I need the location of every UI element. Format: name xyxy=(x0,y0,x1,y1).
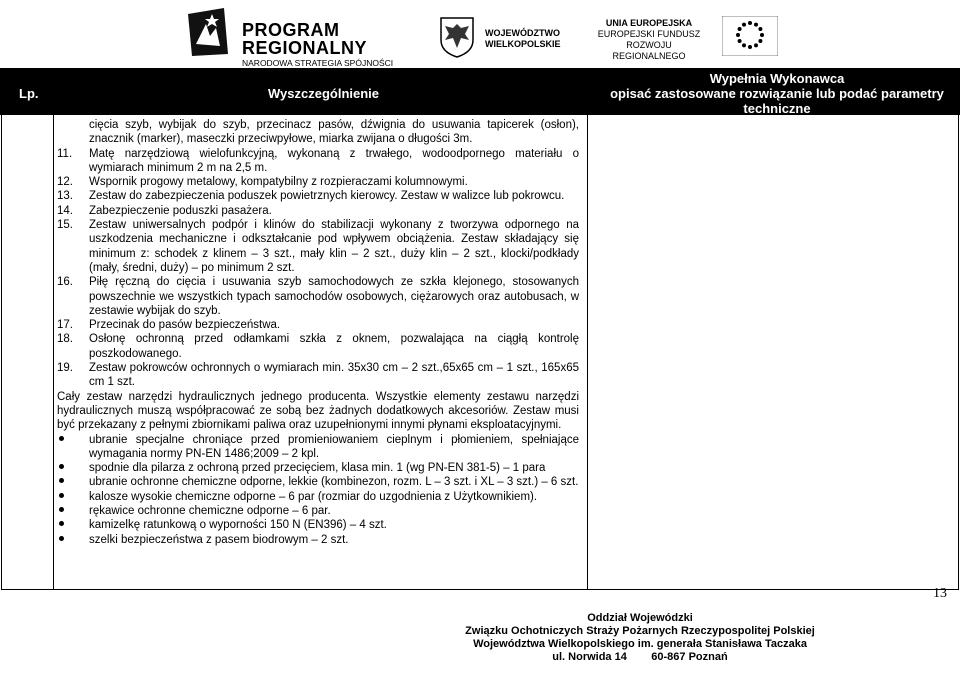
footer xyxy=(330,612,950,664)
bullet-item: kalosze wysokie chemiczne odporne – 6 par (rozmiar do uzgodnienia z Użytkownikiem). xyxy=(57,490,579,504)
wojewodztwo-text: WOJEWÓDZTWO WIELKOPOLSKIE xyxy=(485,28,561,49)
list-item: 15. Zestaw uniwersalnych podpór i klinów do stabilizacji wykonany z tworzywa odpornego na uszkodzenia mechaniczne i odkształcanie pod wpływem obciążenia. Zestaw składający się minimum z: schodek z klinem – 3 szt., mały klin – 2 szt., duży klin – 2 szt., klocki/podkłady (mały, średni, duży) – po minimum 2 szt. xyxy=(57,219,579,274)
eu-flag-icon xyxy=(722,16,778,56)
footer-line: Województwa Wielkopolskiego im. generała Stanisława Taczaka xyxy=(473,638,807,650)
footer-line: Oddział Wojewódzki xyxy=(587,612,693,624)
table-border-bottom xyxy=(1,589,959,590)
bullet-item: rękawice ochronne chemiczne odporne – 6 par. xyxy=(57,504,579,518)
bullet-item: ubranie specjalne chroniące przed promieniowaniem cieplnym i płomieniem, spełniające wymagania normy PN-EN 1486;2009 – 2 kpl. xyxy=(57,433,579,462)
eu-logo xyxy=(590,16,786,62)
list-item: 14. Zabezpieczenie poduszki pasażera. xyxy=(57,204,272,217)
header-wykonawca: Wypełnia Wykonawca opisać zastosowane rozwiązanie lub podać parametry techniczne xyxy=(610,71,944,116)
eagle-crest-icon xyxy=(437,14,477,58)
bullet-item: kamizelkę ratunkową o wyporności 150 N (EN396) – 4 szt. xyxy=(57,518,579,532)
footer-line: ul. Norwida 14 60-867 Poznań xyxy=(552,651,728,663)
bullet-item: spodnie dla pilarza z ochroną przed przecięciem, klasa min. 1 (wg PN-EN 381-5) – 1 para xyxy=(57,461,579,475)
table-column-divider xyxy=(53,115,54,590)
bullet-icon xyxy=(59,493,64,498)
bullet-icon xyxy=(59,436,64,441)
list-item: 18. Osłonę ochronną przed odłamkami szkła z oknem, pozwalająca na ciągłą kontrolę poszkodowanego. xyxy=(57,333,579,360)
footer-line: Związku Ochotniczych Straży Pożarnych Rzeczypospolitej Polskiej xyxy=(465,625,815,637)
list-item: 11. Matę narzędziową wielofunkcyjną, wykonaną z trwałego, wodoodpornego materiału o wymiarach minimum 2 m na 2,5 m. xyxy=(57,147,579,174)
list-item: 12. Wspornik progowy metalowy, kompatybilny z rozpieraczami kolumnowymi. xyxy=(57,176,468,189)
bullet-item: szelki bezpieczeństwa z pasem biodrowym – 2 szt. xyxy=(57,533,579,547)
header-lp: Lp. xyxy=(19,86,39,101)
list-item: 16. Piłę ręczną do cięcia i usuwania szyb samochodowych ze szkła klejonego, stosowanych powszechnie we wszystkich typach samochodów osobowych, ciężarowych oraz autobusach, w zestawie wybijak do szyb. xyxy=(57,276,579,317)
bullet-icon xyxy=(59,478,64,483)
continuation-text: cięcia szyb, wybijak do szyb, przecinacz pasów, dźwignia do usuwania tapicerek (osłon), znacznik (marker), maseczki przeciwpyłowe, miarka zwijana o długości 3m. xyxy=(89,119,579,146)
bullet-item: ubranie ochronne chemiczne odporne, lekkie (kombinezon, rozm. L – 3 szt. i XL – 3 szt.) – 6 szt. xyxy=(57,475,579,489)
wojewodztwo-logo xyxy=(437,14,577,60)
list-item: 13. Zestaw do zabezpieczenia poduszek powietrznych kierowcy. Zestaw w walizce lub pokrowcu. xyxy=(57,190,565,203)
table-cell-description xyxy=(57,118,579,547)
bullet-icon xyxy=(59,536,64,541)
bullet-icon xyxy=(59,521,64,526)
list-item: 17. Przecinak do pasów bezpieczeństwa. xyxy=(57,319,281,332)
table-column-divider xyxy=(587,115,588,590)
table-border-left xyxy=(1,115,2,590)
program-regionalny-logo xyxy=(186,6,396,68)
logo-bar xyxy=(0,0,960,66)
page-number: 13 xyxy=(933,586,947,601)
strategia-text: NARODOWA STRATEGIA SPÓJNOŚCI xyxy=(242,58,394,68)
eu-text: UNIA EUROPEJSKA EUROPEJSKI FUNDUSZ ROZWOJU REGIONALNEGO xyxy=(597,18,701,61)
table-header xyxy=(0,68,960,115)
regionalny-text: REGIONALNY xyxy=(242,38,368,58)
paragraph-text: Cały zestaw narzędzi hydraulicznych jednego producenta. Wszystkie elementy zestawu narzędzi hydraulicznych muszą współpracować ze sobą bez żadnych dodatkowych akcesoriów. Zestaw musi być przekazany z pełnymi zbiornikami paliwa oraz uzupełnionymi innymi płynami eksploatacyjnymi. xyxy=(57,390,579,432)
bullet-icon xyxy=(59,464,64,469)
list-item: 19. Zestaw pokrowców ochronnych o wymiarach min. 35x30 cm – 2 szt.,65x65 cm – 1 szt., 165x65 cm 1 szt. xyxy=(57,362,579,389)
header-wyszczegolnienie: Wyszczególnienie xyxy=(268,86,380,101)
program-regionalny-mark-icon xyxy=(186,6,230,58)
table-border-right xyxy=(958,115,959,590)
program-text: PROGRAM xyxy=(242,20,340,40)
bullet-icon xyxy=(59,507,64,512)
